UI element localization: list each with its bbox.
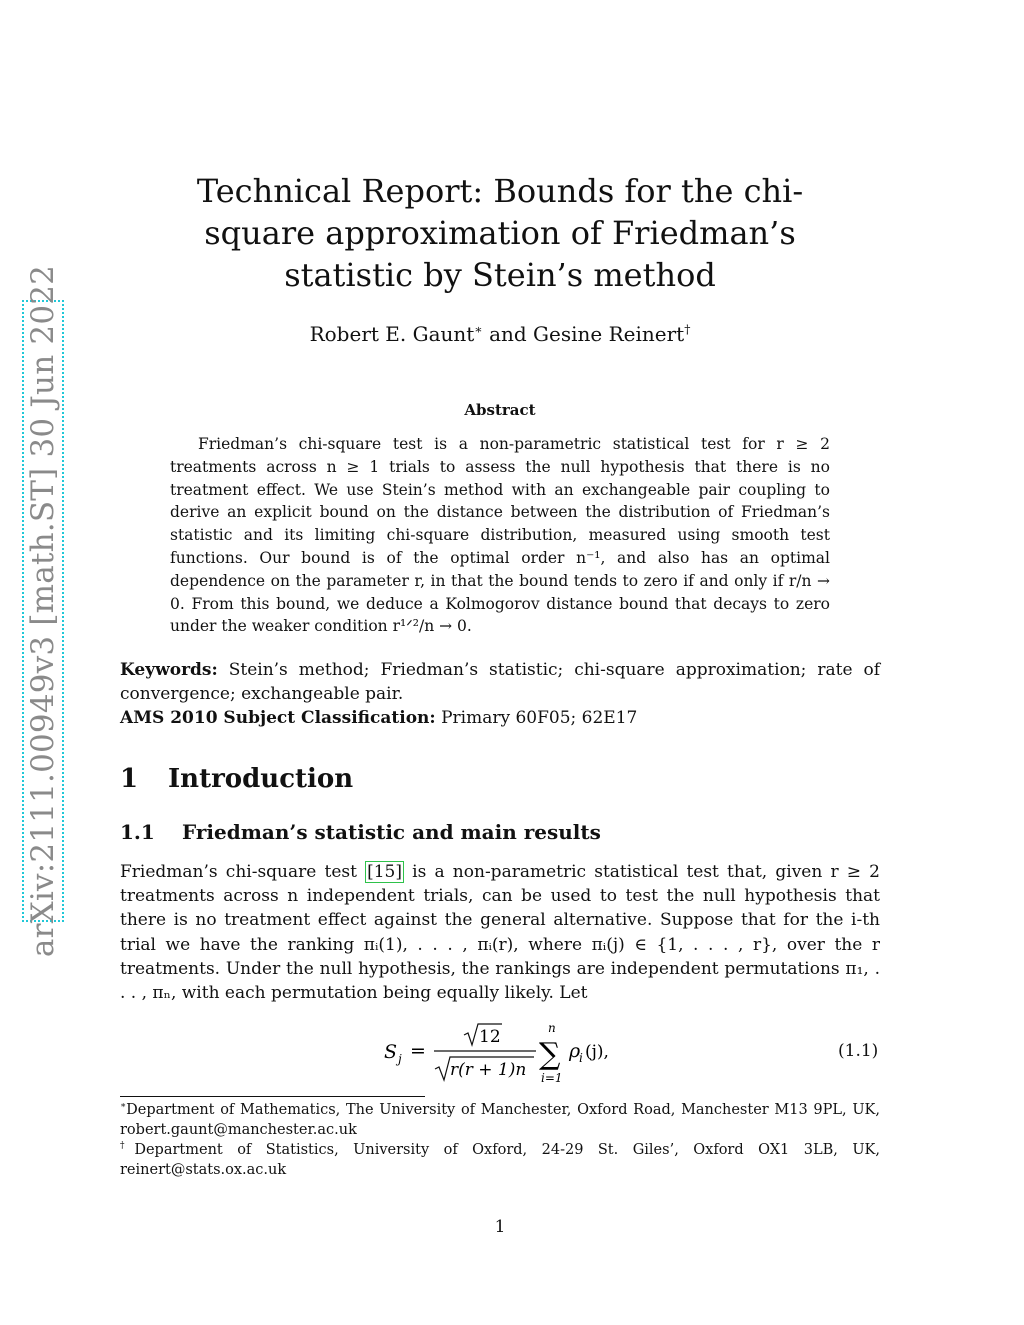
author-reinert: Gesine Reinert bbox=[533, 322, 685, 346]
ams-label: AMS 2010 Subject Classification: bbox=[120, 708, 436, 728]
body-text-part1: Friedman’s chi-square test bbox=[120, 862, 366, 882]
eq-denominator: r(r + 1)n bbox=[450, 1060, 527, 1080]
subsection-heading bbox=[120, 820, 601, 844]
eq-numerator: 12 bbox=[479, 1027, 501, 1047]
subsection-number: 1.1 bbox=[120, 820, 155, 844]
eq-summand-sub: i bbox=[579, 1051, 583, 1065]
eq-equals: = bbox=[410, 1040, 426, 1062]
footnote-1-mark: ∗ bbox=[120, 1101, 127, 1112]
footnote-2-text: Department of Statistics, University of Oxford, 24-29 St. Giles’, Oxford OX1 3LB, UK, reinert@stats.ox.ac.uk bbox=[120, 1142, 880, 1178]
footnote-2 bbox=[120, 1140, 880, 1180]
body-paragraph bbox=[120, 860, 880, 1005]
arxiv-stamp-text[interactable]: arXiv:2111.00949v3 [math.ST] 30 Jun 2022 bbox=[25, 264, 61, 958]
section-number: 1 bbox=[120, 764, 139, 794]
section-title: Introduction bbox=[168, 764, 354, 794]
footnote-mark-1: ∗ bbox=[474, 321, 483, 337]
abstract-heading: Abstract bbox=[464, 401, 536, 419]
page-number: 1 bbox=[494, 1217, 506, 1237]
keywords-text: Stein’s method; Friedman’s statistic; chi-square approximation; rate of convergence; exchangeable pair. bbox=[120, 660, 880, 704]
keywords bbox=[120, 658, 880, 706]
equation-number: (1.1) bbox=[838, 1041, 879, 1061]
ams-text: Primary 60F05; 62E17 bbox=[441, 708, 638, 728]
eq-lhs-sub: j bbox=[398, 1052, 402, 1066]
eq-sum-lower: i=1 bbox=[541, 1071, 563, 1085]
eq-summand-arg: (j), bbox=[585, 1042, 609, 1062]
citation-link[interactable]: [15] bbox=[367, 862, 403, 882]
authors bbox=[200, 322, 800, 346]
section-heading-introduction bbox=[120, 764, 353, 794]
keywords-label: Keywords: bbox=[120, 660, 218, 680]
ams-classification bbox=[120, 706, 880, 730]
body-text-part2: is a non-parametric statistical test that, given r ≥ 2 treatments across n independent trials, can be used to test the null hypothesis that there is no treatment effect against the general alternative. Suppose that for the i-th trial we have the ranking πᵢ(1), . . . , πᵢ(r), where πᵢ(j) ∈ {1, . . . , r}, over the r treatments. Under the null hypothesis, the rankings are independent permutations π₁, . . . , πₙ, with each permutation being equally likely. Let bbox=[120, 862, 880, 1004]
paper-title: Technical Report: Bounds for the chi-square approximation of Friedman’s statistic by Stein’s method bbox=[196, 172, 804, 294]
footnote-2-mark: † bbox=[120, 1141, 135, 1152]
abstract-text: Friedman’s chi-square test is a non-parametric statistical test for r ≥ 2 treatments across n ≥ 1 trials to assess the null hypothesis that there is no treatment effect. We use Stein’s method with an exchangeable pair coupling to derive an explicit bound on the distance between the distribution of Friedman’s statistic and its limiting chi-square distribution, measured using smooth test functions. Our bound is of the optimal order n⁻¹, and also has an optimal dependence on the parameter r, in that the bound tends to zero if and only if r/n → 0. From this bound, we deduce a Kolmogorov distance bound that decays to zero under the weaker condition r¹ᐟ²/n → 0. bbox=[170, 435, 830, 636]
subsection-title: Friedman’s statistic and main results bbox=[182, 820, 601, 844]
eq-sum-upper: n bbox=[548, 1022, 556, 1035]
eq-lhs: S bbox=[384, 1041, 398, 1063]
eq-summand: ρ bbox=[569, 1040, 581, 1062]
eq-sum-sign: ∑ bbox=[539, 1037, 561, 1072]
footnote-mark-2: † bbox=[684, 321, 691, 337]
footnote-1-text: Department of Mathematics, The University of Manchester, Oxford Road, Manchester M13 9PL, UK, robert.gaunt@manchester.ac.uk bbox=[120, 1102, 880, 1138]
footnote-1 bbox=[120, 1100, 880, 1140]
author-gaunt: Robert E. Gaunt bbox=[309, 322, 475, 346]
authors-and: and bbox=[482, 322, 534, 346]
footnote-rule bbox=[120, 1096, 425, 1097]
equation-1-1 bbox=[380, 1022, 680, 1086]
